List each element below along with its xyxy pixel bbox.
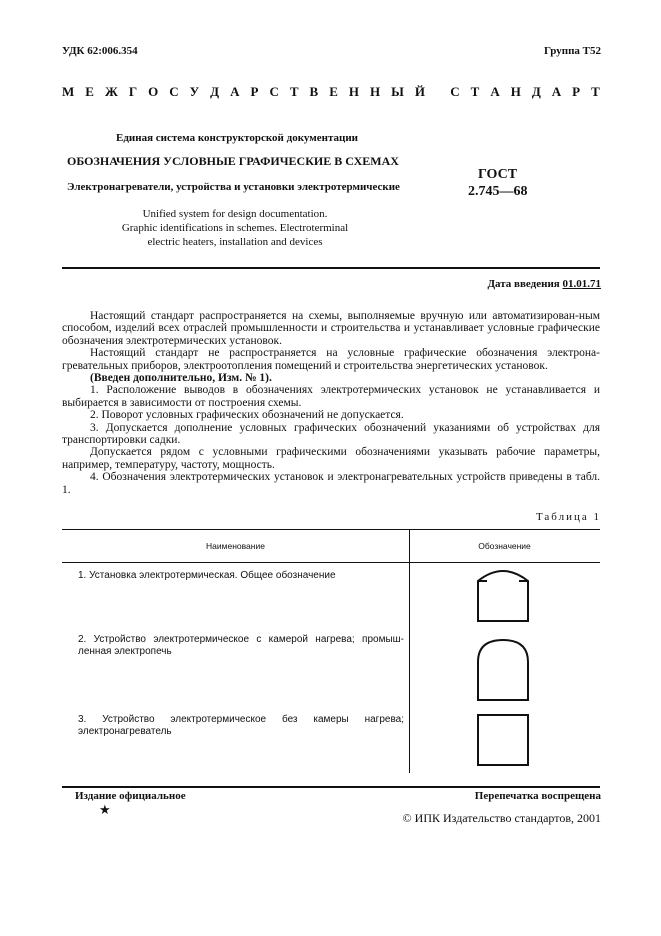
banner-letter: Р bbox=[572, 84, 581, 99]
paragraph: Настоящий стандарт не распространяется на условные графические обозначения электрона-гревательных приборов, электроотопления помещений и строительства энергетических установок. bbox=[62, 347, 600, 372]
banner-letter: А bbox=[490, 84, 500, 99]
banner-letter: В bbox=[309, 84, 319, 99]
banner-letter: Т bbox=[591, 84, 600, 99]
banner-letter: А bbox=[230, 84, 240, 99]
banner-letter: Г bbox=[128, 84, 138, 99]
column-header-symbol: Обозначение bbox=[478, 541, 531, 551]
banner-letter: Ж bbox=[104, 84, 118, 99]
reprint-prohibited: Перепечатка воспрещена bbox=[474, 790, 601, 802]
column-header-name: Наименование bbox=[206, 541, 265, 551]
english-line: Graphic identifications in schemes. Electroterminal bbox=[121, 222, 349, 234]
amendment-note: (Введен дополнительно, Изм. № 1). bbox=[90, 372, 272, 385]
banner-letter: Р bbox=[250, 84, 259, 99]
english-line: electric heaters, installation and devices bbox=[147, 236, 323, 248]
table-column-divider bbox=[409, 529, 410, 773]
star-icon: ★ bbox=[99, 802, 111, 817]
table-row bbox=[66, 714, 404, 738]
gost-label: ГОСТ bbox=[478, 167, 518, 182]
udk-code: УДК 62:006.354 bbox=[62, 45, 138, 57]
banner-letter: Т bbox=[289, 84, 299, 99]
system-title: Единая система конструкторской документации bbox=[116, 132, 358, 144]
banner-letter: С bbox=[169, 84, 179, 99]
copyright: © ИПК Издательство стандартов, 2001 bbox=[402, 811, 601, 825]
banner-letter: Е bbox=[85, 84, 94, 99]
heating-chamber-device-symbol bbox=[475, 638, 531, 702]
table-top-border bbox=[62, 529, 600, 530]
paragraph: 4. Обозначения электротермических установок и электронагревательных устройств приведены в табл. 1. bbox=[62, 471, 600, 496]
banner-letter: М bbox=[62, 84, 75, 99]
date-label: Дата введения bbox=[487, 278, 560, 290]
body-text bbox=[62, 310, 600, 496]
banner-letter: Д bbox=[531, 84, 541, 99]
banner-letter: Т bbox=[470, 84, 480, 99]
official-edition: Издание официальное bbox=[75, 790, 186, 802]
document-subtitle: Электронагреватели, устройства и установки электротермические bbox=[67, 181, 400, 193]
table-row bbox=[66, 570, 404, 582]
row-name: 3. Устройство электротермическое без камеры нагрева; электронагреватель bbox=[78, 714, 404, 737]
group-code: Группа Т52 bbox=[543, 45, 601, 57]
chamber-outline bbox=[478, 640, 528, 700]
banner-letter: Н bbox=[369, 84, 381, 99]
row-name: 1. Установка электротермическая. Общее обозначение bbox=[78, 570, 336, 581]
banner-letter: О bbox=[148, 84, 159, 99]
standard-banner bbox=[62, 84, 600, 100]
introduction-date bbox=[487, 278, 601, 290]
banner-letter: Н bbox=[510, 84, 521, 99]
paragraph: Настоящий стандарт распространяется на схемы, выполняемые вручную или автоматизирован-ным способом, изделий всех отраслей промышленности и строительства и устанавливает условные графические обозначения электротермических установок. bbox=[62, 310, 600, 347]
electrothermal-installation-symbol bbox=[475, 563, 531, 623]
banner-letter: Н bbox=[348, 84, 359, 99]
row-name: 2. Устройство электротермическое с камерой нагрева; промыш-ленная электропечь bbox=[78, 634, 404, 657]
banner-letter: С bbox=[450, 84, 460, 99]
english-title bbox=[100, 207, 370, 249]
date-value: 01.01.71 bbox=[562, 278, 601, 290]
table-caption: Таблица 1 bbox=[535, 511, 601, 523]
installation-outline bbox=[478, 571, 528, 621]
paragraph: 3. Допускается дополнение условных графических обозначений указаниями об устройствах для транспортировки садки. bbox=[62, 421, 600, 447]
banner-spacer bbox=[436, 84, 439, 100]
electric-heater-symbol bbox=[475, 713, 531, 767]
heater-outline bbox=[478, 715, 528, 765]
table-row bbox=[66, 634, 404, 658]
banner-letter: Е bbox=[329, 84, 338, 99]
banner-letter: У bbox=[189, 84, 200, 99]
banner-letter: Ы bbox=[391, 84, 404, 99]
paragraph: Допускается рядом с условными графическими обозначениями указывать рабочие параметры, например, температуру, частоту, мощность. bbox=[62, 446, 600, 471]
banner-letter: Й bbox=[414, 84, 425, 99]
gost-number: 2.745—68 bbox=[468, 184, 528, 199]
header-divider bbox=[62, 267, 600, 269]
paragraph: 1. Расположение выводов в обозначениях электротермических установок не устанавливается и выбирается в зависимости от построения схемы. bbox=[62, 384, 600, 409]
paragraph: 2. Поворот условных графических обозначений не допускается. bbox=[90, 409, 404, 422]
banner-letter: С bbox=[269, 84, 279, 99]
banner-letter: Д bbox=[210, 84, 220, 99]
banner-letter: А bbox=[551, 84, 562, 99]
document-title: ОБОЗНАЧЕНИЯ УСЛОВНЫЕ ГРАФИЧЕСКИЕ В СХЕМАХ bbox=[67, 154, 399, 168]
footer-divider bbox=[62, 786, 600, 788]
english-line: Unified system for design documentation. bbox=[142, 208, 328, 220]
